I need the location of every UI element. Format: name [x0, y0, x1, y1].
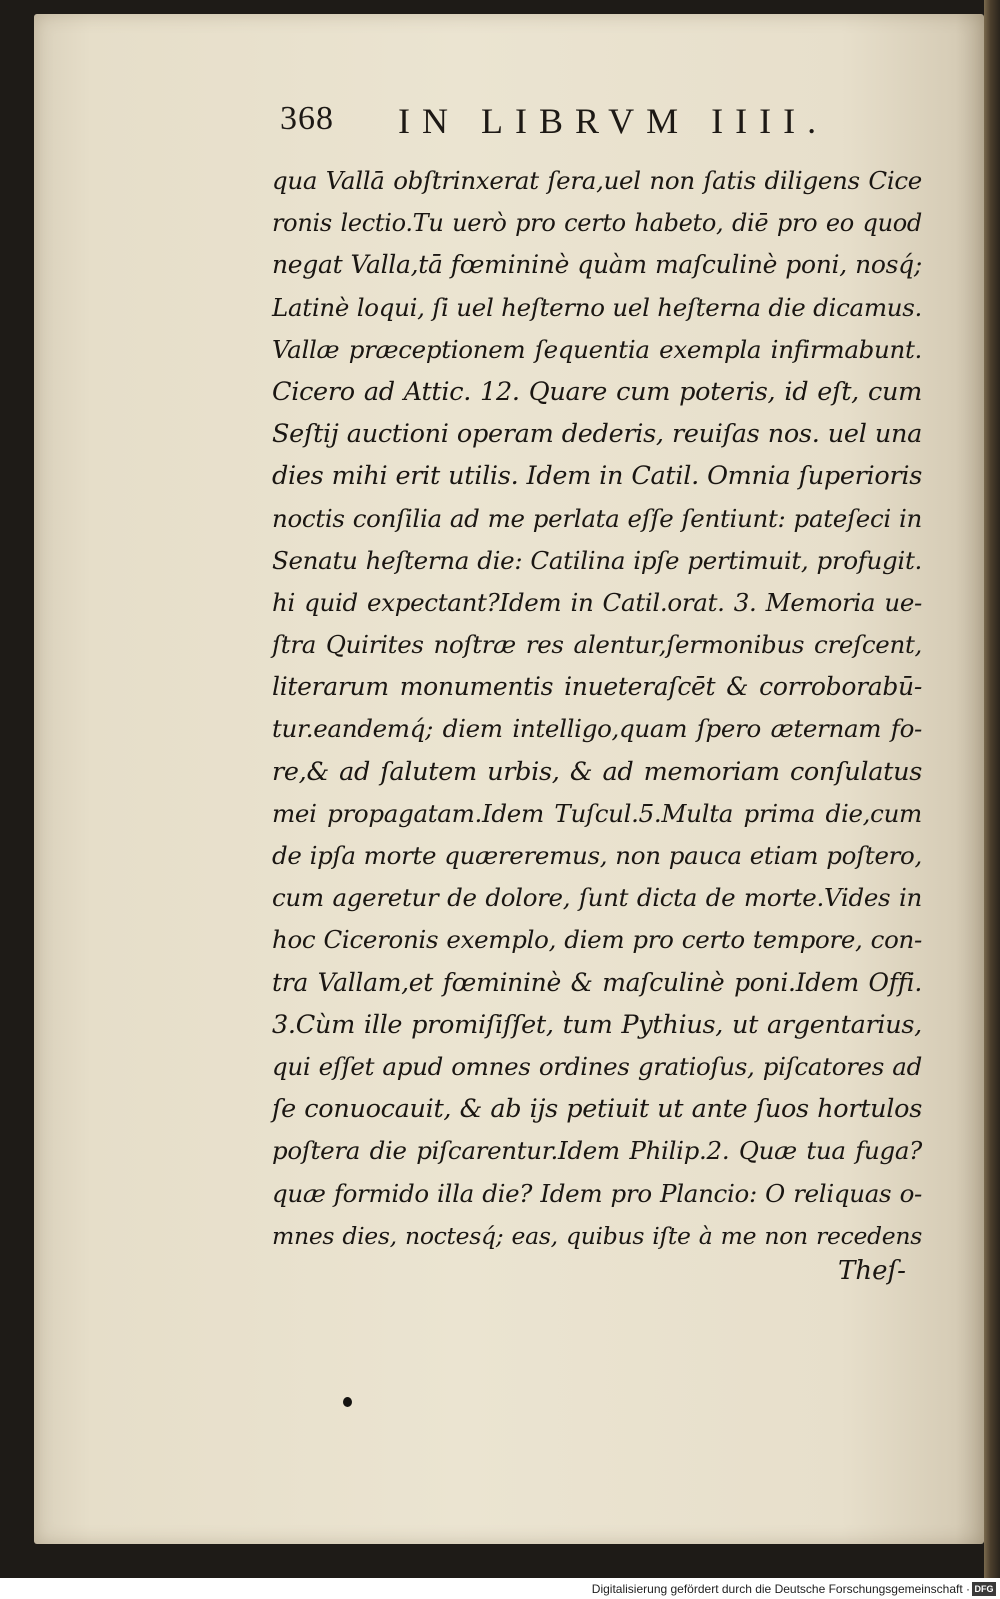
text-line: cum ageretur de dolore, ſunt dicta de morte.Vides in	[272, 883, 922, 913]
text-line: hi quid expectant?Idem in Catil.orat. 3. Memoria ue-	[272, 587, 922, 617]
text-line: negat Valla,tā fœmininè quàm maſculinè poni, nosq́;	[272, 250, 922, 280]
text-line: quæ formido illa die? Idem pro Plancio: O reliquas o-	[272, 1178, 922, 1208]
text-line: tra Vallam,et fœmininè & maſculinè poni.Idem Offi.	[272, 967, 922, 997]
funding-credit: Digitalisierung gefördert durch die Deutsche Forschungsgemeinschaft ·	[591, 1582, 970, 1596]
body-text	[272, 160, 922, 1257]
text-line: Senatu heſterna die: Catilina ipſe pertimuit, profugit.	[272, 545, 922, 575]
running-head: IN LIBRVM IIII.	[398, 101, 829, 141]
text-line: qui eſſet apud omnes ordines gratioſus, piſcatores ad	[272, 1051, 922, 1081]
text-line: Seſtij auctioni operam dederis, reuiſas nos. uel una	[272, 419, 922, 450]
text-line: literarum monumentis inueteraſcēt & corroborabū-	[272, 672, 922, 702]
text-line: Vallæ præceptionem ſequentia exempla infirmabunt.	[272, 334, 922, 364]
text-line: de ipſa morte quæreremus, non pauca etiam poſtero,	[272, 841, 922, 870]
text-line: ſtra Quirites noſtræ res alentur,ſermonibus creſcent,	[272, 630, 922, 660]
text-line: mei propagatam.Idem Tuſcul.5.Multa prima die,cum	[272, 798, 922, 828]
digitization-footer	[0, 1580, 1000, 1599]
catchword: Theſ-	[838, 1256, 906, 1286]
text-line: hoc Ciceronis exemplo, diem pro certo tempore, con-	[272, 925, 922, 955]
ink-dot	[343, 1397, 352, 1407]
text-line: ronis lectio.Tu uerò pro certo habeto, diē pro eo quod	[272, 209, 922, 238]
text-line: Cicero ad Attic. 12. Quare cum poteris, id eſt, cum	[272, 376, 922, 407]
book-edge	[984, 0, 1000, 1578]
text-line: tur.eandemq́; diem intelligo,quam ſpero æternam fo-	[272, 714, 922, 744]
page-header	[280, 100, 880, 150]
text-line: re,& ad ſalutem urbis, & ad memoriam conſulatus	[272, 756, 922, 787]
page-number: 368	[280, 100, 334, 137]
text-line: poſtera die piſcarentur.Idem Philip.2. Quæ tua fuga?	[272, 1136, 922, 1166]
text-line: mnes dies, noctesq́; eas, quibus iſte à me non recedens	[272, 1221, 922, 1250]
text-line: Latinè loqui, ſi uel heſterno uel heſterna die dicamus.	[272, 292, 922, 322]
text-line: ſe conuocauit, & ab ijs petiuit ut ante ſuos hortulos	[272, 1094, 922, 1125]
text-line: noctis conſilia ad me perlata eſſe ſentiunt: pateſeci in	[272, 503, 922, 533]
dfg-logo: DFG	[972, 1582, 996, 1596]
text-line: dies mihi erit utilis. Idem in Catil. Omnia ſuperioris	[272, 461, 922, 492]
text-line: qua Vallā obſtrinxerat ſera,uel non ſatis diligens Cice	[272, 166, 922, 195]
text-line: 3.Cùm ille promiſiſſet, tum Pythius, ut argentarius,	[272, 1009, 922, 1040]
